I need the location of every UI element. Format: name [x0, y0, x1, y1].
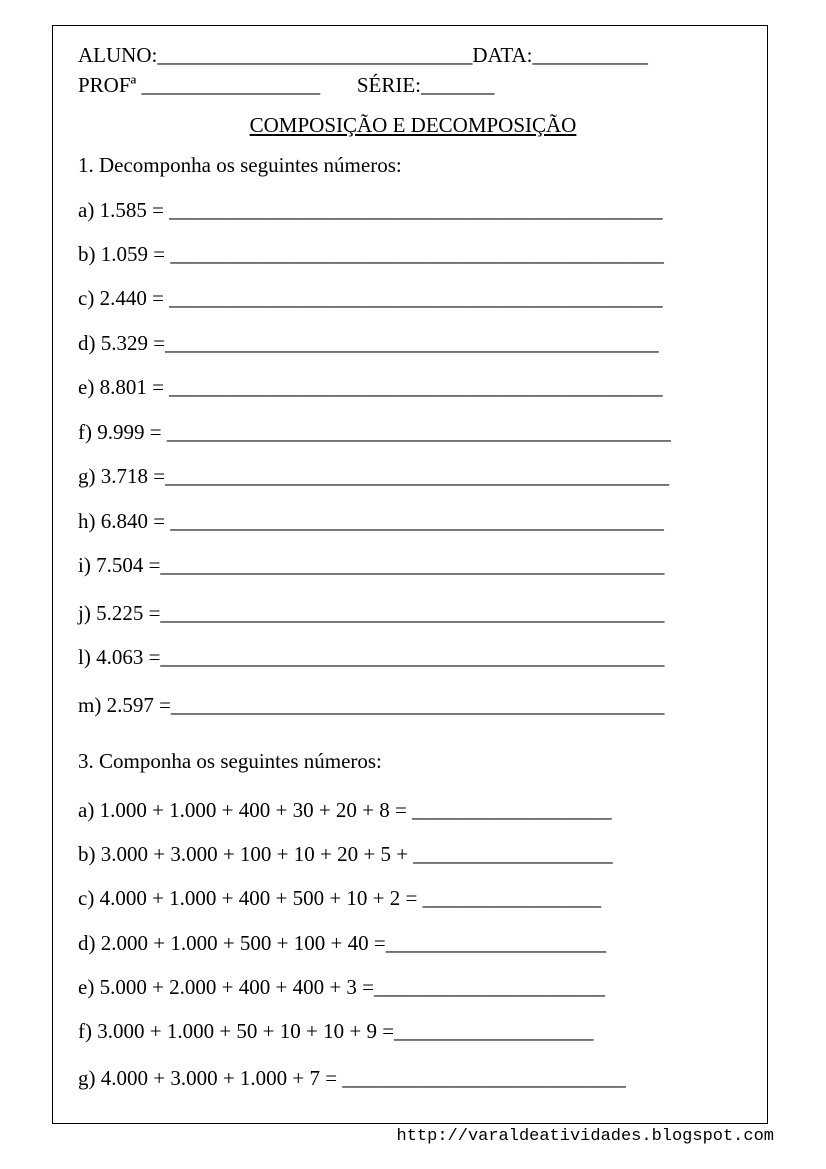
section1-heading: 1. Decomponha os seguintes números:: [78, 153, 402, 177]
decompose-item-j: j) 5.225 =________________________________________________: [78, 601, 665, 625]
decompose-item-f: f) 9.999 = ________________________________________________: [78, 420, 671, 444]
worksheet-title: COMPOSIÇÃO E DECOMPOSIÇÃO: [249, 113, 577, 137]
decompose-item-h: h) 6.840 = _______________________________________________: [78, 509, 664, 533]
compose-item-e: e) 5.000 + 2.000 + 400 + 400 + 3 =______________________: [78, 975, 606, 999]
decompose-item-c: c) 2.440 = _______________________________________________: [78, 286, 663, 310]
decompose-item-d: d) 5.329 =_______________________________________________: [78, 331, 659, 355]
compose-item-b: b) 3.000 + 3.000 + 100 + 10 + 20 + 5 + ___________________: [78, 842, 613, 866]
compose-item-c: c) 4.000 + 1.000 + 400 + 500 + 10 + 2 = _________________: [78, 886, 602, 910]
compose-item-f: f) 3.000 + 1.000 + 50 + 10 + 10 + 9 =___________________: [78, 1019, 594, 1043]
compose-item-d: d) 2.000 + 1.000 + 500 + 100 + 40 =_____________________: [78, 931, 607, 955]
decompose-item-m: m) 2.597 =_______________________________________________: [78, 693, 665, 717]
source-url: http://varaldeatividades.blogspot.com: [396, 1127, 774, 1146]
teacher-grade-line: PROFª _________________ SÉRIE:_______: [78, 73, 495, 97]
student-date-line: ALUNO:______________________________DATA:___________: [78, 43, 648, 67]
section3-heading: 3. Componha os seguintes números:: [78, 749, 382, 773]
decompose-item-a: a) 1.585 = _______________________________________________: [78, 198, 663, 222]
decompose-item-e: e) 8.801 = _______________________________________________: [78, 375, 663, 399]
decompose-item-l: l) 4.063 =________________________________________________: [78, 645, 665, 669]
compose-item-a: a) 1.000 + 1.000 + 400 + 30 + 20 + 8 = ___________________: [78, 798, 612, 822]
decompose-item-b: b) 1.059 = _______________________________________________: [78, 242, 664, 266]
decompose-item-i: i) 7.504 =________________________________________________: [78, 553, 665, 577]
decompose-item-g: g) 3.718 =________________________________________________: [78, 464, 670, 488]
compose-item-g: g) 4.000 + 3.000 + 1.000 + 7 = ___________________________: [78, 1066, 626, 1090]
